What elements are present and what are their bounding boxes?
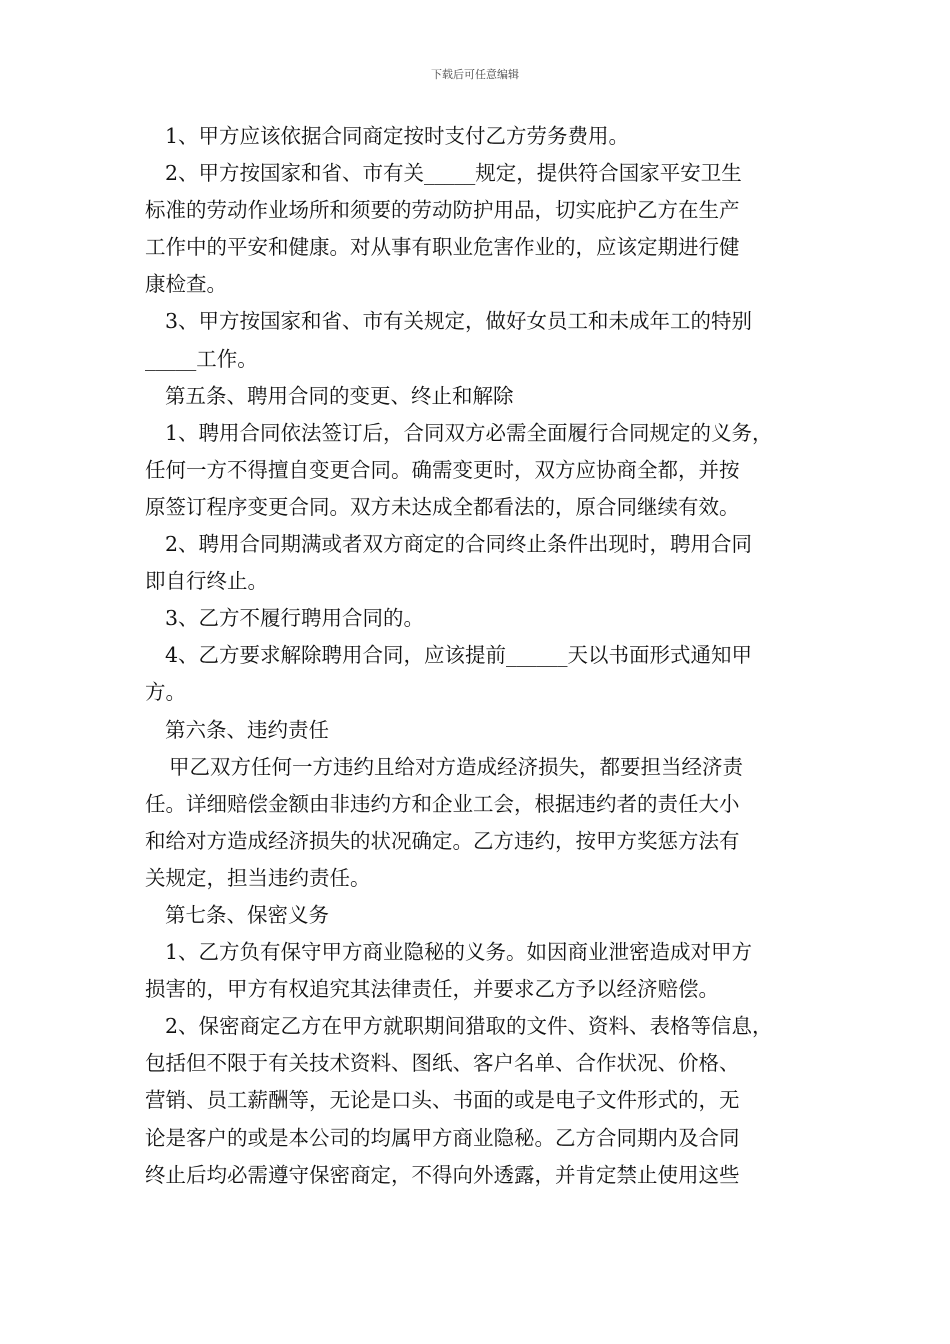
text-line: 任何一方不得擅自变更合同。确需变更时，双方应协商全都，并按	[145, 457, 740, 482]
text-line: _____工作。	[145, 346, 258, 371]
section-heading: 第六条、违约责任	[165, 717, 329, 742]
text-line: 甲乙双方任何一方违约且给对方造成经济损失，都要担当经济责	[169, 754, 743, 779]
text-line: 2、甲方按国家和省、市有关_____规定，提供符合国家平安卫生	[165, 161, 742, 186]
section-heading: 第七条、保密义务	[165, 902, 329, 927]
text-line: 损害的，甲方有权追究其法律责任，并要求乙方予以经济赔偿。	[145, 977, 719, 1002]
page-header: 下载后可任意编辑	[431, 68, 519, 81]
text-line: 康检查。	[145, 272, 227, 297]
text-line: 营销、员工薪酬等，无论是口头、书面的或是电子文件形式的，无	[145, 1088, 740, 1113]
text-line: 原签订程序变更合同。双方未达成全都看法的，原合同继续有效。	[145, 494, 740, 519]
text-line: 4、乙方要求解除聘用合同，应该提前______天以书面形式通知甲	[165, 643, 753, 668]
text-line: 论是客户的或是本公司的均属甲方商业隐秘。乙方合同期内及合同	[145, 1125, 740, 1150]
document-body	[145, 118, 810, 1194]
text-line: 3、甲方按国家和省、市有关规定，做好女员工和未成年工的特别	[165, 309, 753, 334]
text-line: 任。详细赔偿金额由非违约方和企业工会，根据违约者的责任大小	[145, 791, 740, 816]
text-line: 2、保密商定乙方在甲方就职期间猎取的文件、资料、表格等信息，	[165, 1014, 773, 1039]
section-heading: 第五条、聘用合同的变更、终止和解除	[165, 383, 514, 408]
text-line: 终止后均必需遵守保密商定，不得向外透露，并肯定禁止使用这些	[145, 1162, 740, 1187]
text-line: 方。	[145, 680, 186, 705]
text-line: 包括但不限于有关技术资料、图纸、客户名单、合作状况、价格、	[145, 1051, 740, 1076]
text-line: 工作中的平安和健康。对从事有职业危害作业的，应该定期进行健	[145, 235, 740, 260]
text-line: 1、甲方应该依据合同商定按时支付乙方劳务费用。	[165, 124, 630, 148]
text-line: 关规定，担当违约责任。	[145, 865, 371, 890]
text-line: 标准的劳动作业场所和须要的劳动防护用品，切实庇护乙方在生产	[145, 198, 740, 223]
text-line: 3、乙方不履行聘用合同的。	[165, 606, 425, 631]
text-line: 1、聘用合同依法签订后，合同双方必需全面履行合同规定的义务，	[165, 420, 773, 445]
text-line: 2、聘用合同期满或者双方商定的合同终止条件出现时，聘用合同	[165, 532, 753, 557]
text-line: 和给对方造成经济损失的状况确定。乙方违约，按甲方奖惩方法有	[145, 828, 740, 853]
text-line: 即自行终止。	[145, 569, 268, 594]
text-line: 1、乙方负有保守甲方商业隐秘的义务。如因商业泄密造成对甲方	[165, 940, 753, 965]
